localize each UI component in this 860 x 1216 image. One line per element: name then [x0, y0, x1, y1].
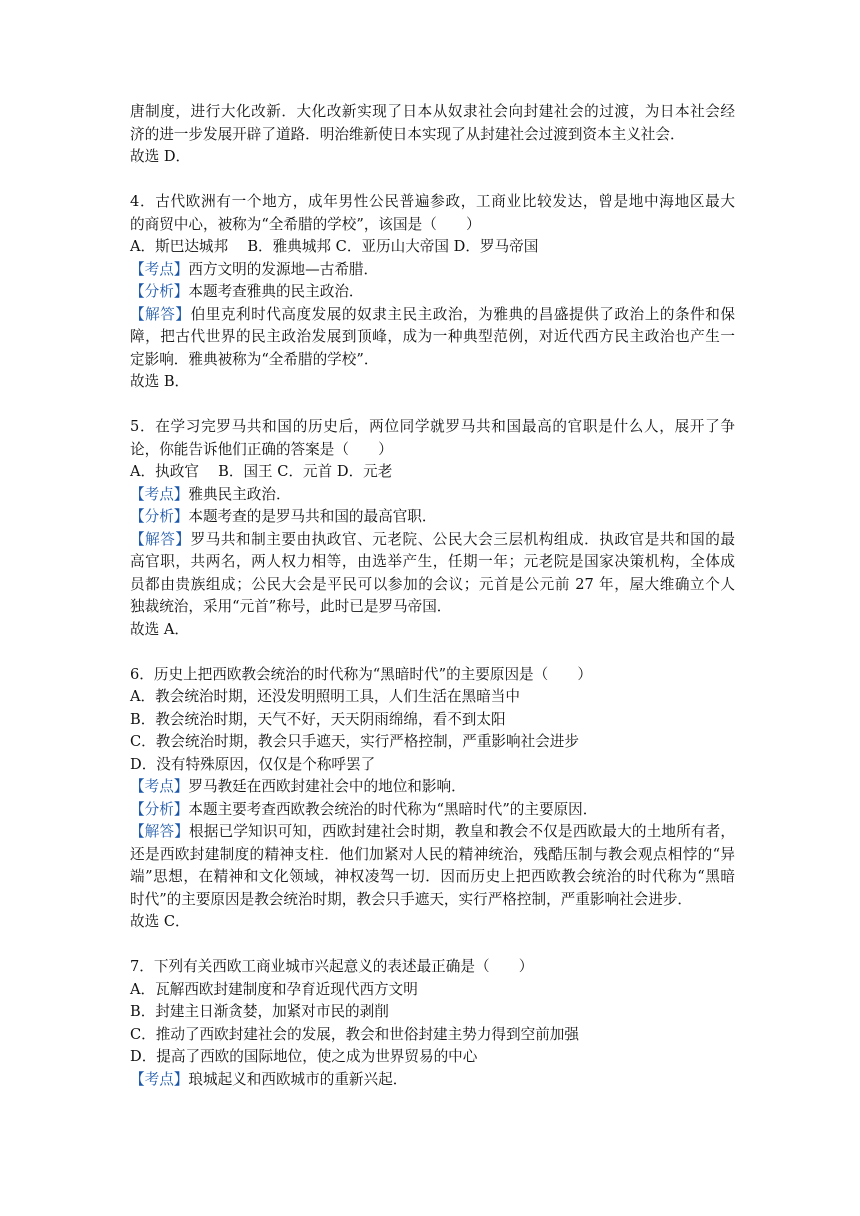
document-page [130, 101, 735, 1091]
jieda-tag: 【解答】 [130, 530, 191, 548]
option-c: C．教会统治时期，教会只手遮天，实行严格控制，严重影响社会进步 [130, 733, 579, 750]
answer-line: 故选 A． [130, 620, 189, 638]
answer-line: 故选 C． [130, 913, 190, 930]
jieda-text-line: 障，把古代世界的民主政治发展到顶峰，成为一种典型范例，对近代西方民主政治也产生一 [130, 328, 735, 345]
fenxi-line [130, 799, 735, 822]
fenxi-text: 本题考查雅典的民主政治． [188, 283, 364, 300]
question-stem: 4．古代欧洲有一个地方，成年男性公民普遍参政，工商业比较发达，曾是地中海地区最大 [130, 193, 735, 210]
kaodian-tag: 【考点】 [130, 1070, 189, 1088]
kaodian-line [130, 259, 735, 282]
kaodian-text: 罗马教廷在西欧封建社会中的地位和影响． [188, 778, 466, 795]
jieda-text-line: 端”思想，在精神和文化领域，神权凌驾一切．因而历史上把西欧教会统治的时代称为“黑暗 [130, 868, 735, 885]
kaodian-tag: 【考点】 [130, 260, 189, 278]
question-stem: 论，你能告诉他们正确的答案是（ ） [130, 440, 393, 458]
fenxi-text: 本题考查的是罗马共和国的最高官职． [188, 508, 437, 525]
question-stem: 的商贸中心，被称为“全希腊的学校”，该国是（ ） [130, 215, 481, 233]
option-d: D．没有特殊原因，仅仅是个称呼罢了 [130, 755, 376, 773]
question-4 [130, 191, 735, 394]
question-stem: 7．下列有关西欧工商业城市兴起意义的表述最正确是（ ） [130, 958, 534, 975]
question-stem: 5．在学习完罗马共和国的历史后，两位同学就罗马共和国最高的官职是什么人，展开了争 [130, 418, 735, 435]
jieda-text-line: 独裁统治，采用“元首”称号，此时已是罗马帝国． [130, 598, 452, 615]
text-line: 唐制度，进行大化改新．大化改新实现了日本从奴隶社会向封建社会的过渡，为日本社会经 [130, 103, 735, 120]
option-a: A．瓦解西欧封建制度和孕育近现代西方文明 [130, 980, 418, 998]
option-c: C．推动了西欧封建社会的发展，教会和世俗封建主势力得到空前加强 [130, 1025, 579, 1043]
spacer [130, 934, 735, 957]
kaodian-line [130, 484, 735, 507]
fenxi-text: 本题主要考查西欧教会统治的时代称为“黑暗时代”的主要原因． [188, 800, 598, 818]
jieda-line [130, 304, 735, 327]
kaodian-text: 琅城起义和西欧城市的重新兴起． [188, 1070, 408, 1088]
spacer [130, 394, 735, 417]
jieda-line [130, 529, 735, 552]
fenxi-tag: 【分析】 [130, 283, 189, 300]
jieda-text: 根据已学知识可知，西欧封建社会时期，教皇和教会不仅是西欧最大的土地所有者， [189, 823, 735, 840]
jieda-text: 罗马共和制主要由执政官、元老院、公民大会三层机构组成．执政官是共和国的最 [190, 530, 735, 548]
kaodian-text: 雅典民主政治． [188, 485, 291, 503]
jieda-text: 伯里克利时代高度发展的奴隶主民主政治，为雅典的昌盛提供了政治上的条件和保 [190, 305, 735, 323]
option-a: A．教会统治时期，还没发明照明工具，人们生活在黑暗当中 [130, 688, 520, 705]
jieda-text-line: 高官职，共两名，两人权力相等，由选举产生，任期一年；元老院是国家决策机构，全体成 [130, 553, 735, 570]
fenxi-tag: 【分析】 [130, 800, 189, 818]
question-stem: 6．历史上把西欧教会统治的时代称为“黑暗时代”的主要原因是（ ） [130, 665, 593, 683]
question-6 [130, 664, 735, 934]
kaodian-line [130, 1069, 735, 1092]
kaodian-tag: 【考点】 [130, 485, 189, 503]
jieda-tag: 【解答】 [130, 823, 190, 840]
jieda-text-line: 员都由贵族组成；公民大会是平民可以参加的会议；元首是公元前 27 年，屋大维确立个人 [130, 575, 735, 593]
jieda-tag: 【解答】 [130, 305, 191, 323]
fenxi-line [130, 506, 735, 529]
kaodian-line [130, 776, 735, 799]
spacer [130, 641, 735, 664]
jieda-text-line: 还是西欧封建制度的精神支柱．他们加紧对人民的精神统治，残酷压制与教会观点相悖的“异 [130, 845, 735, 863]
fenxi-line [130, 281, 735, 304]
kaodian-text: 西方文明的发源地—古希腊． [188, 260, 379, 278]
question-options: A．斯巴达城邦 B．雅典城邦 C．亚历山大帝国 D．罗马帝国 [130, 238, 539, 255]
question-5 [130, 416, 735, 641]
fenxi-tag: 【分析】 [130, 508, 189, 525]
kaodian-tag: 【考点】 [130, 778, 189, 795]
option-b: B．教会统治时期，天气不好，天天阴雨绵绵，看不到太阳 [130, 710, 506, 728]
option-d: D．提高了西欧的国际地位，使之成为世界贸易的中心 [130, 1048, 478, 1065]
answer-line: 故选 D． [130, 148, 191, 165]
question-3-tail [130, 101, 735, 169]
jieda-line [130, 821, 735, 844]
answer-line: 故选 B． [130, 373, 190, 390]
question-options: A．执政官 B．国王 C．元首 D．元老 [130, 463, 393, 480]
jieda-text-line: 定影响．雅典被称为“全希腊的学校”． [130, 350, 379, 368]
option-b: B．封建主日渐贪婪，加紧对市民的剥削 [130, 1003, 389, 1020]
text-line: 济的进一步发展开辟了道路．明治维新使日本实现了从封建社会过渡到资本主义社会． [130, 125, 685, 143]
jieda-text-line: 时代”的主要原因是教会统治时期，教会只手遮天，实行严格控制，严重影响社会进步． [130, 890, 693, 908]
spacer [130, 169, 735, 192]
question-7 [130, 956, 735, 1091]
